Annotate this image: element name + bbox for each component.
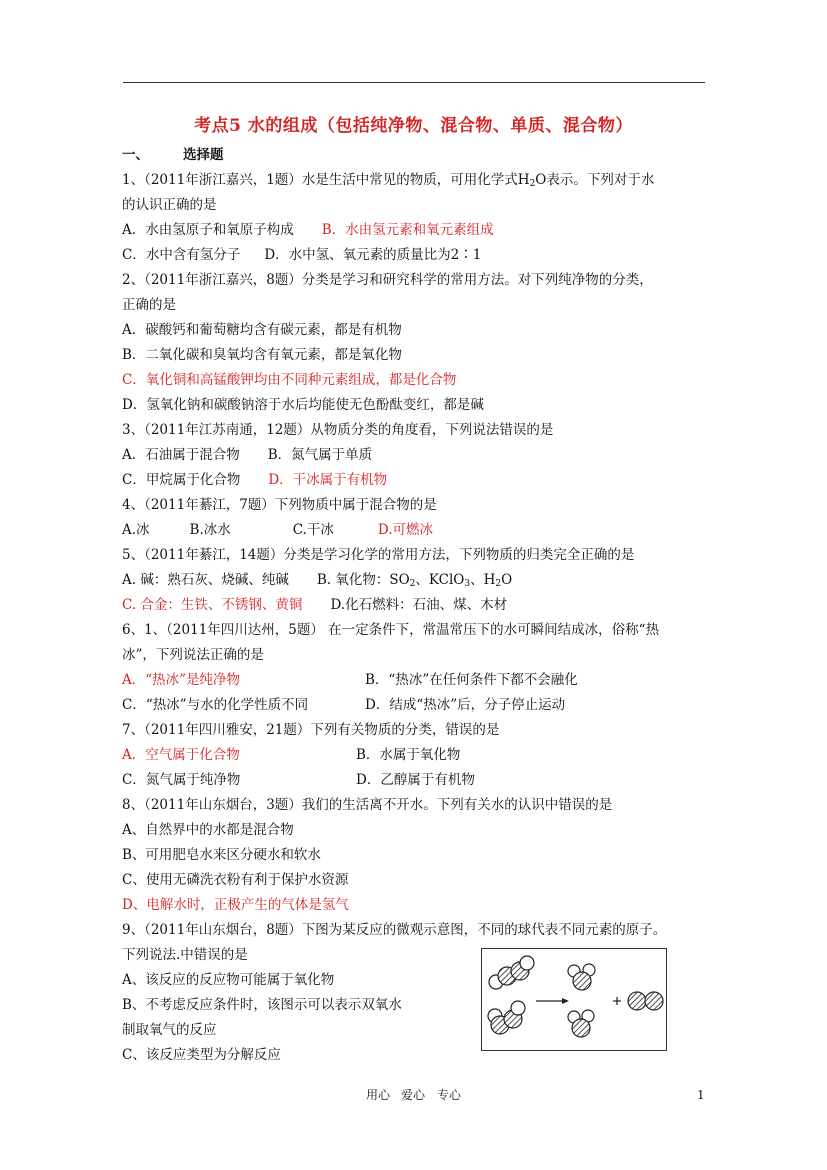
q3-options-ab — [122, 446, 372, 464]
q8-option-b: B、可用肥皂水来区分硬水和软水 — [122, 847, 321, 863]
q4-options — [122, 521, 433, 539]
q5-options-ab — [122, 571, 512, 593]
q3-options-cd — [122, 471, 387, 489]
q3-option-b: B．氮气属于单质 — [267, 447, 373, 463]
section-number: 一、 — [122, 147, 149, 163]
q8-stem: 8、（2011年山东烟台，3题）我们的生活离不开水。下列有关水的认识中错误的是 — [122, 797, 613, 813]
q3-stem: 3、（2011年江苏南通，12题）从物质分类的角度看，下列说法错误的是 — [122, 422, 554, 438]
q7-option-c: C．氮气属于纯净物 — [122, 772, 241, 788]
q2-option-a: A．碳酸钙和葡萄糖均含有碳元素，都是有机物 — [122, 322, 402, 338]
reactant-molecule-top — [489, 956, 534, 989]
q2-option-d: D．氢氧化钠和碳酸钠溶于水后均能使无色酚酞变红，都是碱 — [122, 397, 484, 413]
page-title: 考点5 水的组成（包括纯净物、混合物、单质、混合物） — [194, 116, 633, 136]
section-heading — [122, 146, 224, 164]
q9-option-c: C、该反应类型为分解反应 — [122, 1047, 281, 1063]
q9-option-b: B、不考虑反应条件时，该图示可以表示双氧水 — [122, 997, 402, 1013]
reaction-arrow-icon — [536, 998, 569, 1004]
q4-option-b: B.冰水 — [189, 522, 231, 538]
q8-option-a: A、自然界中的水都是混合物 — [122, 822, 294, 838]
q4-option-a: A.冰 — [122, 522, 150, 538]
footer-text-a: 用心 — [366, 1088, 391, 1102]
q9-option-b-cont: 制取氧气的反应 — [122, 1022, 217, 1038]
q4-option-c: C.干冰 — [292, 522, 334, 538]
q4-option-d-answer: D.可燃冰 — [377, 522, 434, 538]
product-molecule-top — [568, 964, 595, 990]
q9-stem: 9、（2011年山东烟台，8题）下图为某反应的微观示意图，不同的球代表不同元素的原子。 — [122, 922, 667, 938]
product-molecule-bottom — [568, 1010, 594, 1037]
reaction-diagram-svg — [482, 949, 666, 1050]
q3-option-a: A．石油属于混合物 — [122, 447, 240, 463]
q6-option-c: C．“热冰”与水的化学性质不同 — [122, 697, 309, 713]
footer-text-c: 专心 — [437, 1088, 462, 1102]
q2-stem-cont: 正确的是 — [122, 297, 176, 313]
q8-option-d-answer: D、电解水时，正极产生的气体是氢气 — [122, 897, 349, 913]
q6-stem-cont: 冰”，下列说法正确的是 — [122, 647, 264, 663]
q9-option-a: A、该反应的反应物可能属于氧化物 — [122, 972, 335, 988]
reaction-diagram — [481, 948, 667, 1051]
q5-option-c-answer: C. 合金：生铁、不锈钢、黄铜 — [122, 597, 303, 613]
section-label: 选择题 — [183, 147, 224, 163]
q2-option-b: B．二氧化碳和臭氧均含有氧元素，都是氧化物 — [122, 347, 402, 363]
q6-options-ab — [122, 671, 578, 689]
q1-stem: 1、（2011年浙江嘉兴，1题）水是生活中常见的物质，可用化学式$H_2O$表示。下列对于水 — [122, 172, 655, 189]
q3-option-c: C．甲烷属于化合物 — [122, 472, 241, 488]
page-number: 1 — [697, 1088, 705, 1102]
q2-stem: 2、（2011年浙江嘉兴，8题）分类是学习和研究科学的常用方法。对下列纯净物的分类， — [122, 272, 653, 288]
q3-option-d-answer: D．干冰属于有机物 — [268, 472, 388, 488]
q7-stem: 7、（2011年四川雅安，21题）下列有关物质的分类，错误的是 — [122, 722, 500, 738]
q2-option-c-answer: C．氧化铜和高锰酸钾均由不同种元素组成，都是化合物 — [122, 372, 457, 388]
q1-option-a: A．水由氢原子和氧原子构成 — [122, 222, 294, 238]
q5-option-d: D.化石燃料：石油、煤、木材 — [330, 597, 508, 613]
q6-options-cd — [122, 696, 565, 714]
q1-options-cd — [122, 246, 481, 264]
q7-option-b: B．水属于氧化物 — [356, 747, 461, 763]
q8-option-c: C、使用无磷洗衣粉有利于保护水资源 — [122, 872, 349, 888]
q5-option-a: A. 碱：熟石灰、烧碱、纯碱 — [122, 572, 289, 588]
q4-stem: 4、（2011年綦江，7题）下列物质中属于混合物的是 — [122, 497, 437, 513]
q6-stem: 6、1、（2011年四川达州，5题） 在一定条件下，常温常压下的水可瞬间结成冰，俗称“热 — [122, 622, 660, 638]
header-rule — [123, 82, 705, 83]
q7-option-a-answer: A．空气属于化合物 — [122, 747, 240, 763]
q5-options-cd — [122, 596, 507, 614]
q9-stem-cont: 下列说法.中错误的是 — [122, 947, 248, 963]
q7-option-d: D．乙醇属于有机物 — [356, 772, 475, 788]
footer-text-b: 爱心 — [401, 1088, 426, 1102]
q7-options-cd — [122, 771, 475, 789]
q1-option-c: C．水中含有氢分子 — [122, 247, 241, 263]
plus-icon — [613, 997, 621, 1005]
product-molecule-diatomic — [628, 992, 663, 1010]
q6-option-b: B．“热冰”在任何条件下都不会融化 — [365, 672, 578, 688]
q6-option-a-answer: A．“热冰”是纯净物 — [122, 672, 241, 688]
q1-options-ab — [122, 221, 494, 239]
q1-option-b-answer: B．水由氢元素和氧元素组成 — [321, 222, 494, 238]
q6-option-d: D．结成“热冰”后，分子停止运动 — [365, 697, 566, 713]
q5-option-b: B. 氧化物：$SO_2$、KClO$_3$、$H_2O$ — [316, 572, 513, 589]
reactant-molecule-bottom — [488, 1001, 525, 1034]
q1-stem-cont: 的认识正确的是 — [122, 197, 217, 213]
q1-option-d: D．水中氢、氧元素的质量比为2∶1 — [264, 247, 482, 263]
q7-options-ab — [122, 746, 460, 764]
q5-stem: 5、（2011年綦江，14题）分类是学习化学的常用方法，下列物质的归类完全正确的是 — [122, 547, 635, 563]
